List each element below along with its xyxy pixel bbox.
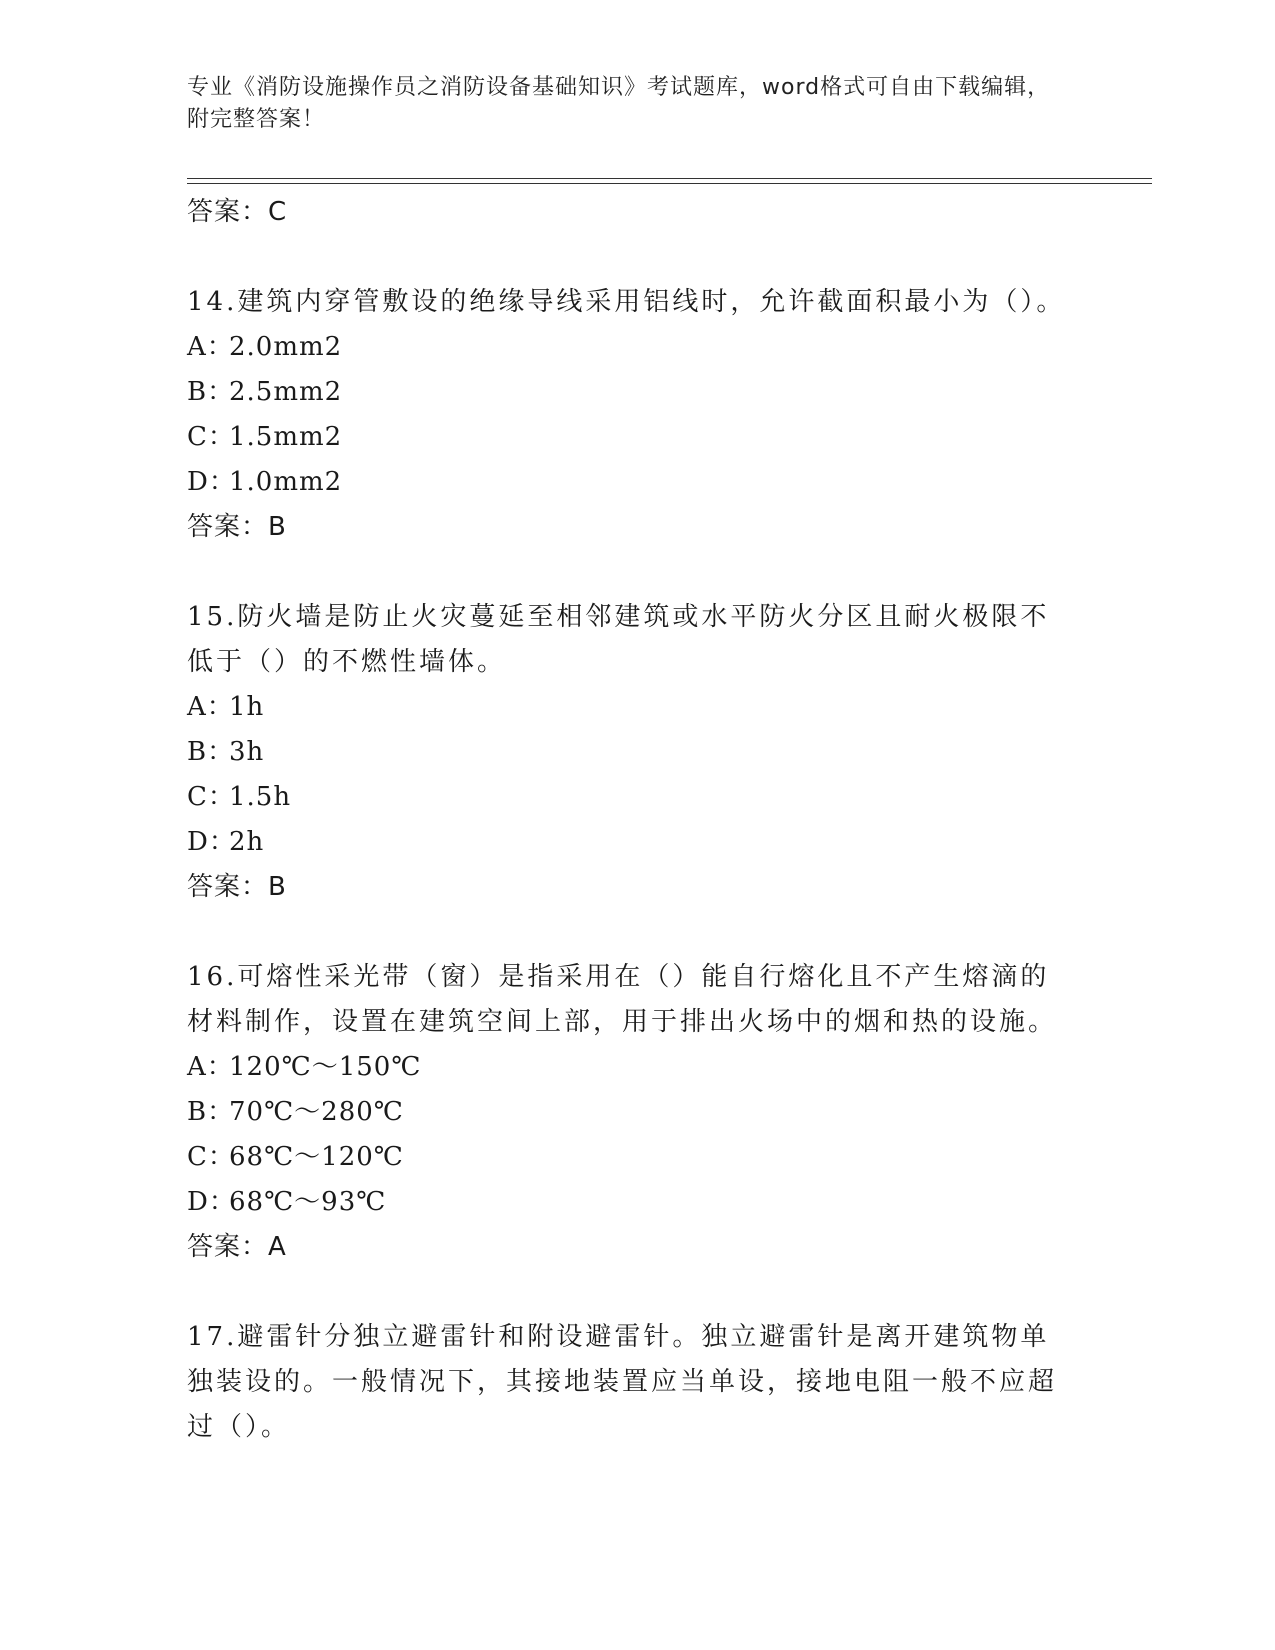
option-text: 3h <box>229 737 265 767</box>
question-16 <box>187 955 1087 1269</box>
question-15 <box>187 595 1087 909</box>
option-letter: D： <box>187 467 236 497</box>
option-letter: B： <box>187 1097 235 1127</box>
option-a <box>187 685 1087 730</box>
option-letter: B： <box>187 377 235 407</box>
answer-line: 答案：A <box>187 1232 287 1262</box>
question-stem: 14.建筑内穿管敷设的绝缘导线采用铝线时，允许截面积最小为（）。 <box>187 287 1066 317</box>
question-stem: 17.避雷针分独立避雷针和附设避雷针。独立避雷针是离开建筑物单独装设的。一般情况下，其接地装置应当单设，接地电阻一般不应超过（）。 <box>187 1322 1058 1442</box>
option-text: 1.5mm2 <box>229 422 343 452</box>
option-a <box>187 325 1087 370</box>
question-list <box>187 190 1087 1450</box>
answer-line: 答案：C <box>187 197 288 227</box>
answer-line: 答案：B <box>187 512 287 542</box>
option-text: 70℃～280℃ <box>229 1097 404 1127</box>
question-stem: 16.可熔性采光带（窗）是指采用在（）能自行熔化且不产生熔滴的材料制作，设置在建筑空间上部，用于排出火场中的烟和热的设施。 <box>187 962 1058 1037</box>
option-d <box>187 460 1087 505</box>
option-text: 1.5h <box>229 782 292 812</box>
answer-line: 答案：B <box>187 872 287 902</box>
option-text: 2h <box>229 827 265 857</box>
header-rule-top <box>187 178 1152 179</box>
option-letter: A： <box>187 1052 234 1082</box>
option-d <box>187 820 1087 865</box>
option-text: 68℃～93℃ <box>229 1187 387 1217</box>
option-text: 120℃～150℃ <box>229 1052 422 1082</box>
question-14 <box>187 280 1087 549</box>
option-a <box>187 1045 1087 1090</box>
page-header: 专业《消防设施操作员之消防设备基础知识》考试题库，word格式可自由下载编辑，附完整答案！ <box>187 75 1051 132</box>
header-rule-bottom <box>187 183 1152 184</box>
option-letter: C： <box>187 422 235 452</box>
option-letter: A： <box>187 332 234 362</box>
option-text: 2.0mm2 <box>229 332 343 362</box>
option-b <box>187 1090 1087 1135</box>
option-letter: B： <box>187 737 235 767</box>
option-text: 2.5mm2 <box>229 377 343 407</box>
option-letter: A： <box>187 692 234 722</box>
option-letter: D： <box>187 1187 236 1217</box>
option-letter: C： <box>187 782 235 812</box>
option-letter: C： <box>187 1142 235 1172</box>
question-17 <box>187 1315 1087 1450</box>
option-text: 1h <box>229 692 265 722</box>
option-text: 68℃～120℃ <box>229 1142 404 1172</box>
option-text: 1.0mm2 <box>229 467 343 497</box>
question-stem: 15.防火墙是防止火灾蔓延至相邻建筑或水平防火分区且耐火极限不低于（）的不燃性墙体。 <box>187 602 1050 677</box>
option-b <box>187 730 1087 775</box>
option-c <box>187 415 1087 460</box>
option-d <box>187 1180 1087 1225</box>
option-c <box>187 1135 1087 1180</box>
option-letter: D： <box>187 827 236 857</box>
option-b <box>187 370 1087 415</box>
option-c <box>187 775 1087 820</box>
